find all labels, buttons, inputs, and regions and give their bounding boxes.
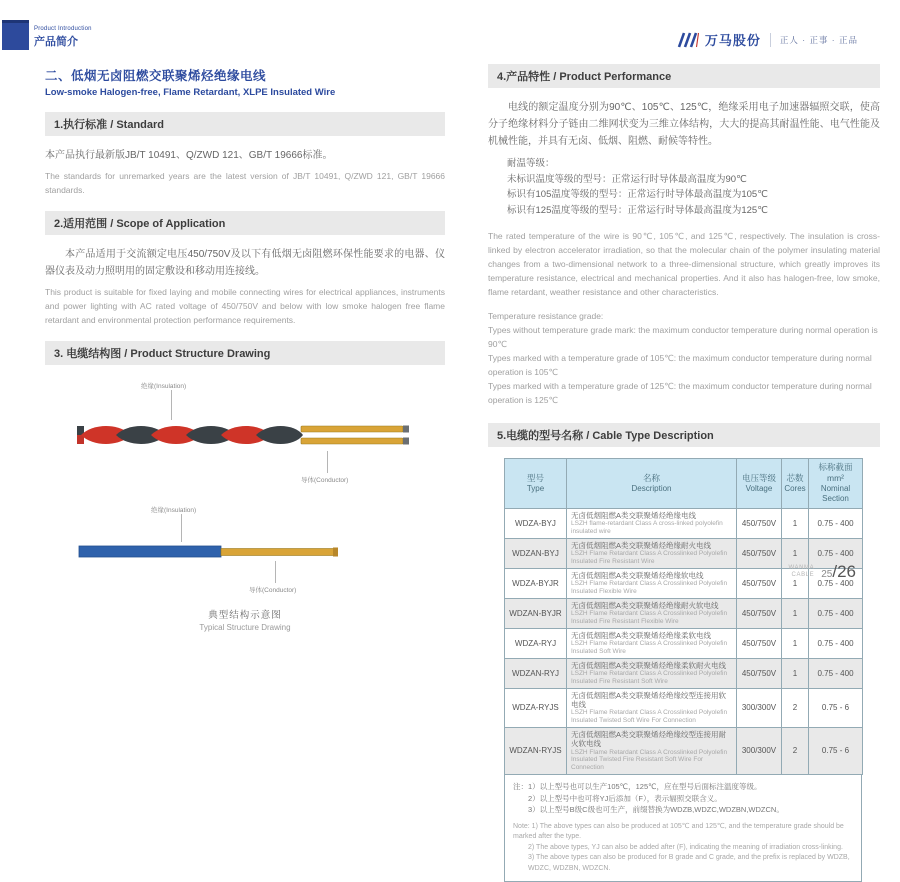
cell-description: 无卤低烟阻燃A类交联聚烯烃绝缘耐火电线 LSZH Flame Retardant Class A Crosslinked Polyolefin Insulated Fire Resistant Wire bbox=[567, 538, 737, 568]
cell-cores: 1 bbox=[782, 508, 809, 538]
grade-line-zh: 标识有125温度等级的型号：正常运行时导体最高温度为125℃ bbox=[507, 205, 768, 217]
cell-type: WDZA-BYJR bbox=[505, 568, 567, 598]
cell-description: 无卤低烟阻燃A类交联聚烯烃绝缘柔软耐火电线 LSZH Flame Retardant Class A Crosslinked Polyolefin Insulated Fire Resistant Soft Wire bbox=[567, 658, 737, 688]
col-header-cores: 芯数 Cores bbox=[782, 458, 809, 508]
table-row bbox=[505, 658, 863, 688]
table-row bbox=[505, 727, 863, 774]
cell-cores: 1 bbox=[782, 598, 809, 628]
cell-type: WDZAN-RYJ bbox=[505, 658, 567, 688]
cell-voltage: 300/300V bbox=[737, 727, 782, 774]
col-header-type: 型号 Type bbox=[505, 458, 567, 508]
twisted-pair-drawing bbox=[75, 381, 415, 489]
eyebrow-zh: 产品简介 bbox=[34, 36, 78, 48]
note-en: Note: 1) The above types can also be produced at 105℃ and 125℃, and the temperature grade should be marked after the type. bbox=[513, 822, 844, 841]
cell-voltage: 450/750V bbox=[737, 568, 782, 598]
cell-voltage: 450/750V bbox=[737, 598, 782, 628]
cell-description: 无卤低烟阻燃A类交联聚烯烃绝缘软电线 LSZH Flame Retardant Class A Crosslinked Polyolefin Insulated Flexible Wire bbox=[567, 568, 737, 598]
conductor-label: 导体(Conductor) bbox=[301, 477, 349, 485]
section-heading-scope: 2.适用范围 / Scope of Application bbox=[45, 211, 445, 235]
eyebrow-en: Product Introduction bbox=[34, 26, 92, 32]
cell-section: 0.75 - 400 bbox=[809, 598, 863, 628]
cell-cores: 2 bbox=[782, 688, 809, 727]
section-heading-standard: 1.执行标准 / Standard bbox=[45, 112, 445, 136]
cell-section: 0.75 - 400 bbox=[809, 658, 863, 688]
cell-type: WDZA-RYJ bbox=[505, 628, 567, 658]
scope-text-en: This product is suitable for fixed laying and mobile connecting wires for electrical appliances, instruments and power lighting with AC rated voltage of 450/750V and below with low smoke halogen free flame retardant and environmental protection performance requirements. bbox=[45, 287, 445, 326]
cell-type: WDZA-BYJ bbox=[505, 508, 567, 538]
leader-line bbox=[327, 451, 328, 473]
standard-text-zh: 本产品执行最新版JB/T 10491、Q/ZWD 121、GB/T 19666标准。 bbox=[45, 150, 333, 161]
section-heading-type-table: 5.电缆的型号名称 / Cable Type Description bbox=[488, 423, 880, 447]
cell-voltage: 450/750V bbox=[737, 658, 782, 688]
single-wire-image bbox=[75, 543, 415, 561]
company-logo bbox=[676, 30, 858, 49]
table-notes bbox=[504, 775, 862, 882]
single-wire-drawing bbox=[75, 505, 415, 597]
cell-cores: 1 bbox=[782, 658, 809, 688]
grade-line-zh: 标识有105温度等级的型号：正常运行时导体最高温度为105℃ bbox=[507, 189, 768, 201]
twisted-pair-cable-image bbox=[75, 421, 415, 449]
cell-description: 无卤低烟阻燃A类交联聚烯烃绝缘绞型连接用耐火软电线 LSZH Flame Retardant Class A Crosslinked Polyolefin Insulated Twisted Fire Resistant Soft Wire For Connection bbox=[567, 727, 737, 774]
cell-section: 0.75 - 400 bbox=[809, 538, 863, 568]
col-header-voltage: 电压等级 Voltage bbox=[737, 458, 782, 508]
note-zh: 2）以上型号中也可将YJ后添加（F），表示辐照交联含义。 bbox=[528, 793, 722, 803]
table-row bbox=[505, 598, 863, 628]
performance-text-zh: 电线的额定温度分别为90℃、105℃、125℃，绝缘采用电子加速器辐照交联，使高分子绝缘材料分子链由二维网状变为三维立体结构，大大的提高其耐温性能、电气性能及机械性能，并具有无卤、低烟、阻燃、耐候等特性。 bbox=[488, 102, 880, 147]
section-heading-structure: 3. 电缆结构图 / Product Structure Drawing bbox=[45, 341, 445, 365]
cell-type: WDZA-RYJS bbox=[505, 688, 567, 727]
cell-description: 无卤低烟阻燃A类交联聚烯烃绝缘电线 LSZH flame-retardant Class A cross-linked polyolefin insulated wire bbox=[567, 508, 737, 538]
cable-type-table bbox=[504, 458, 863, 775]
insulation-label: 绝缘(Insulation) bbox=[141, 383, 187, 391]
logo-divider bbox=[770, 33, 771, 47]
note-zh: 3）以上型号B级C级也可生产，前缀替换为WDZB,WDZC,WDZBN,WDZCN。 bbox=[528, 805, 784, 815]
cell-section: 0.75 - 400 bbox=[809, 508, 863, 538]
cell-type: WDZAN-RYJS bbox=[505, 727, 567, 774]
cell-cores: 1 bbox=[782, 568, 809, 598]
cell-voltage: 450/750V bbox=[737, 538, 782, 568]
page-footer bbox=[788, 562, 856, 582]
table-row bbox=[505, 628, 863, 658]
cell-type: WDZAN-BYJ bbox=[505, 538, 567, 568]
table-header-row bbox=[505, 458, 863, 508]
insulation-label: 绝缘(Insulation) bbox=[151, 507, 197, 515]
cell-cores: 1 bbox=[782, 538, 809, 568]
logo-slogan: 正人 · 正事 · 正品 bbox=[779, 34, 858, 45]
corner-accent bbox=[2, 20, 29, 50]
col-header-description: 名称 Description bbox=[567, 458, 737, 508]
cell-type: WDZAN-BYJR bbox=[505, 598, 567, 628]
note-en: 3) The above types can also be produced for B grade and C grade, and the prefix is replaced by WDZB, WDZC, WDZBN, WDZCN. bbox=[528, 854, 850, 872]
cell-voltage: 450/750V bbox=[737, 508, 782, 538]
cell-section: 0.75 - 400 bbox=[809, 568, 863, 598]
grade-title-zh: 耐温等级： bbox=[507, 158, 555, 169]
page-eyebrow bbox=[34, 26, 92, 49]
standard-text-en: The standards for unremarked years are the latest version of JB/T 10491, Q/ZWD 121, GB/T 19666 standards. bbox=[45, 171, 445, 196]
cell-section: 0.75 - 6 bbox=[809, 688, 863, 727]
grade-line-en: Types without temperature grade mark: the maximum conductor temperature during normal operation is 90℃ bbox=[488, 324, 878, 349]
right-column bbox=[488, 64, 880, 882]
cell-cores: 1 bbox=[782, 628, 809, 658]
left-column bbox=[45, 66, 445, 632]
caption-en: Typical Structure Drawing bbox=[199, 623, 291, 633]
page-title-en: Low-smoke Halogen-free, Flame Retardant, XLPE Insulated Wire bbox=[45, 87, 336, 98]
page-title-zh: 二、低烟无卤阻燃交联聚烯烃绝缘电线 bbox=[45, 69, 267, 83]
leader-line bbox=[275, 561, 276, 583]
caption-zh: 典型结构示意图 bbox=[208, 610, 282, 622]
conductor-label: 导体(Conductor) bbox=[249, 587, 297, 595]
cell-voltage: 300/300V bbox=[737, 688, 782, 727]
performance-text-en: The rated temperature of the wire is 90℃, 105℃, and 125℃, respectively. The insulation is cross-linked by electron accelerator irradiation, so that the molecular chain of the polymer insulating material changes from a two-dimensional network to a three-dimensional structure, which greatly improves its temperature resistance, electrical and mechanical properties. And it also has halogen-free, low smoke, flame retardant, weather resistance and other characteristics. bbox=[488, 230, 880, 297]
cell-section: 0.75 - 400 bbox=[809, 628, 863, 658]
cell-description: 无卤低烟阻燃A类交联聚烯烃绝缘耐火软电线 LSZH Flame Retardant Class A Crosslinked Polyolefin Insulated Fire Resistant Flexible Wire bbox=[567, 598, 737, 628]
grade-title-en: Temperature resistance grade: bbox=[488, 310, 604, 321]
scope-text-zh: 本产品适用于交流额定电压450/750V及以下有低烟无卤阻燃环保性能要求的电器、仪器仪表及动力照明用的固定敷设和移动用连接线。 bbox=[45, 249, 445, 278]
cell-cores: 2 bbox=[782, 727, 809, 774]
grade-line-zh: 未标识温度等级的型号：正常运行时导体最高温度为90℃ bbox=[507, 173, 747, 185]
grade-line-en: Types marked with a temperature grade of 105℃: the maximum conductor temperature during normal operation is 105℃ bbox=[488, 352, 872, 377]
col-header-nominal-section: 标称截面mm² Nominal Section bbox=[809, 458, 863, 508]
logo-name: 万马股份 bbox=[704, 33, 761, 48]
cell-description: 无卤低烟阻燃A类交联聚烯烃绝缘绞型连接用软电线 LSZH Flame Retardant Class A Crosslinked Polyolefin Insulated Twisted Soft Wire For Connection bbox=[567, 688, 737, 727]
section-heading-performance: 4.产品特性 / Product Performance bbox=[488, 64, 880, 88]
leader-line bbox=[181, 514, 182, 542]
cell-section: 0.75 - 6 bbox=[809, 727, 863, 774]
leader-line bbox=[171, 390, 172, 420]
note-en: 2) The above types, YJ can also be added after (F), indicating the meaning of irradiation cross-linking. bbox=[528, 843, 843, 851]
cell-description: 无卤低烟阻燃A类交联聚烯烃绝缘柔软电线 LSZH Flame Retardant Class A Crosslinked Polyolefin Insulated Soft Wire bbox=[567, 628, 737, 658]
table-row bbox=[505, 688, 863, 727]
note-zh: 注：1）以上型号也可以生产105℃，125℃，应在型号后面标注温度等级。 bbox=[513, 782, 762, 792]
page-number: 25/26 bbox=[821, 562, 856, 581]
drawing-caption bbox=[45, 607, 445, 632]
logo-mark-icon bbox=[676, 32, 700, 48]
table-row bbox=[505, 508, 863, 538]
grade-line-en: Types marked with a temperature grade of 125℃: the maximum conductor temperature during normal operation is 125℃ bbox=[488, 380, 872, 405]
cell-voltage: 450/750V bbox=[737, 628, 782, 658]
footer-brand: WANMA CABLE bbox=[788, 564, 815, 578]
